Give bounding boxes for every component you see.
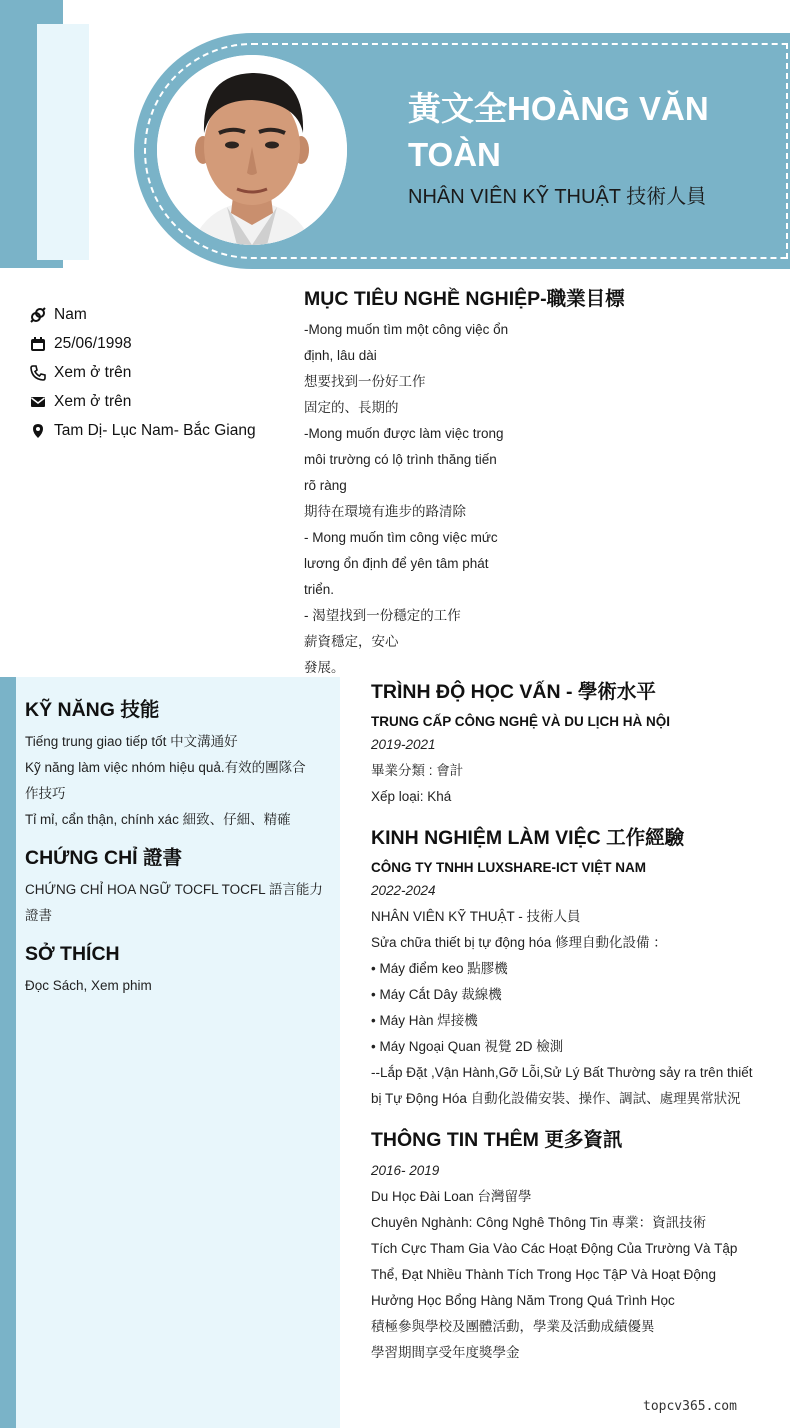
contact-gender xyxy=(30,300,256,329)
objective-line: lương ổn định để yên tâm phát xyxy=(304,556,489,571)
experience-line: • Máy Hàn 焊接機 xyxy=(371,1013,478,1028)
skill-line: 作技巧 xyxy=(25,786,66,801)
skills-section xyxy=(25,695,330,833)
experience-company: CÔNG TY TNHH LUXSHARE-ICT VIỆT NAM xyxy=(371,860,647,875)
left-panel xyxy=(25,695,330,1009)
career-objective-body xyxy=(304,317,534,681)
objective-line: môi trường có lộ trình thăng tiến xyxy=(304,452,497,467)
objective-line: rõ ràng xyxy=(304,478,347,493)
objective-line: 期待在環境有進步的路清除 xyxy=(304,504,466,519)
location-icon xyxy=(30,423,46,439)
career-objective-section xyxy=(304,283,625,681)
additional-info-section xyxy=(371,1126,771,1366)
experience-line: bị Tự Động Hóa 自動化設備安裝、操作、調試、處理異常狀況 xyxy=(371,1091,741,1106)
hobby-line: Đọc Sách, Xem phim xyxy=(25,978,152,993)
candidate-name: 黃文全HOÀNG VĂN TOÀN xyxy=(408,90,709,173)
left-panel-accent-bar xyxy=(0,677,16,1428)
contact-birthday xyxy=(30,329,256,358)
additional-info-line: 學習期間享受年度獎學金 xyxy=(371,1345,520,1360)
certificates-title: CHỨNG CHỈ 證書 xyxy=(25,847,183,869)
objective-line: triển. xyxy=(304,582,335,597)
experience-line: • Máy Ngoại Quan 視覺 2D 檢測 xyxy=(371,1039,564,1054)
skill-line: Tiếng trung giao tiếp tốt 中文溝通好 xyxy=(25,734,238,749)
additional-info-title: THÔNG TIN THÊM 更多資訊 xyxy=(371,1129,623,1151)
objective-line: 發展。 xyxy=(304,660,345,675)
objective-line: -Mong muốn được làm việc trong xyxy=(304,426,504,441)
watermark: topcv365.com xyxy=(643,1399,737,1414)
experience-line: --Lắp Đặt ,Vận Hành,Gỡ Lỗi,Sử Lý Bất Thường sảy ra trên thiết xyxy=(371,1065,753,1080)
objective-line: 想要找到一份好工作 xyxy=(304,374,426,389)
contact-phone-value: Xem ở trên xyxy=(54,363,132,381)
skill-line: Kỹ năng làm việc nhóm hiệu quả.有效的團隊合 xyxy=(25,760,306,775)
additional-info-line: Chuyên Nghành: Công Nghê Thông Tin 專業：資訊技術 xyxy=(371,1215,707,1230)
contact-address-value: Tam Dị- Lục Nam- Bắc Giang xyxy=(54,421,256,439)
additional-info-line: Thể, Đạt Nhiều Thành Tích Trong Học TậP Và Hoạt Động xyxy=(371,1267,716,1282)
education-school: TRUNG CẤP CÔNG NGHỆ VÀ DU LỊCH HÀ NỘI xyxy=(371,714,671,729)
portrait-image xyxy=(157,55,347,245)
phone-icon xyxy=(30,365,46,381)
education-date: 2019-2021 xyxy=(371,737,436,752)
education-section xyxy=(371,678,771,810)
education-line: Xếp loại: Khá xyxy=(371,789,452,804)
contact-info xyxy=(30,300,256,445)
experience-line: NHÂN VIÊN KỸ THUẬT - 技術人員 xyxy=(371,909,581,924)
certificate-line: CHỨNG CHỈ HOA NGỮ TOCFL TOCFL 語言能力 xyxy=(25,882,323,897)
contact-email xyxy=(30,387,256,416)
gender-icon xyxy=(30,307,46,323)
profile-photo xyxy=(157,55,347,245)
objective-line: -Mong muốn tìm một công việc ổn xyxy=(304,322,509,337)
job-title: NHÂN VIÊN KỸ THUẬT 技術人員 xyxy=(408,186,707,208)
contact-gender-value: Nam xyxy=(54,305,87,323)
certificate-line: 證書 xyxy=(25,908,52,923)
contact-phone xyxy=(30,358,256,387)
experience-section xyxy=(371,824,771,1112)
experience-line: Sửa chữa thiết bị tự động hóa 修理自動化設備 ： xyxy=(371,935,667,950)
contact-address xyxy=(30,416,256,445)
objective-line: 薪資穩定，安心 xyxy=(304,634,399,649)
objective-line: - Mong muốn tìm công việc mức xyxy=(304,530,498,545)
experience-line: • Máy điểm keo 點膠機 xyxy=(371,961,508,976)
experience-date: 2022-2024 xyxy=(371,883,436,898)
calendar-icon xyxy=(30,336,46,352)
contact-birthday-value: 25/06/1998 xyxy=(54,334,132,352)
certificates-section xyxy=(25,843,330,929)
skill-line: Tỉ mỉ, cẩn thận, chính xác 細致、仔細、精確 xyxy=(25,812,291,827)
education-line: 畢業分類 : 會計 xyxy=(371,763,464,778)
contact-email-value: Xem ở trên xyxy=(54,392,132,410)
hobbies-section xyxy=(25,939,330,999)
additional-info-date: 2016- 2019 xyxy=(371,1163,440,1178)
objective-line: 固定的、長期的 xyxy=(304,400,399,415)
skills-title: KỸ NĂNG 技能 xyxy=(25,699,160,721)
education-title: TRÌNH ĐỘ HỌC VẤN - 學術水平 xyxy=(371,681,656,703)
email-icon xyxy=(30,394,46,410)
additional-info-line: Hưởng Học Bổng Hàng Năm Trong Quá Trình Học xyxy=(371,1293,675,1308)
additional-info-line: 積極參與學校及團體活動，學業及活動成績優異 xyxy=(371,1319,655,1334)
hobbies-title: SỞ THÍCH xyxy=(25,943,120,965)
additional-info-line: Tích Cực Tham Gia Vào Các Hoạt Động Của Trường Và Tập xyxy=(371,1241,738,1256)
right-column xyxy=(371,678,771,1366)
header-left-accent xyxy=(37,24,89,260)
objective-line: - 渴望找到一份穩定的工作 xyxy=(304,608,461,623)
experience-line: • Máy Cắt Dây 裁線機 xyxy=(371,987,502,1002)
objective-line: định, lâu dài xyxy=(304,348,377,363)
additional-info-line: Du Học Đài Loan 台灣留學 xyxy=(371,1189,532,1204)
experience-title: KINH NGHIỆM LÀM VIỆC 工作經驗 xyxy=(371,827,685,849)
career-objective-title: MỤC TIÊU NGHỀ NGHIỆP-職業目標 xyxy=(304,288,625,310)
